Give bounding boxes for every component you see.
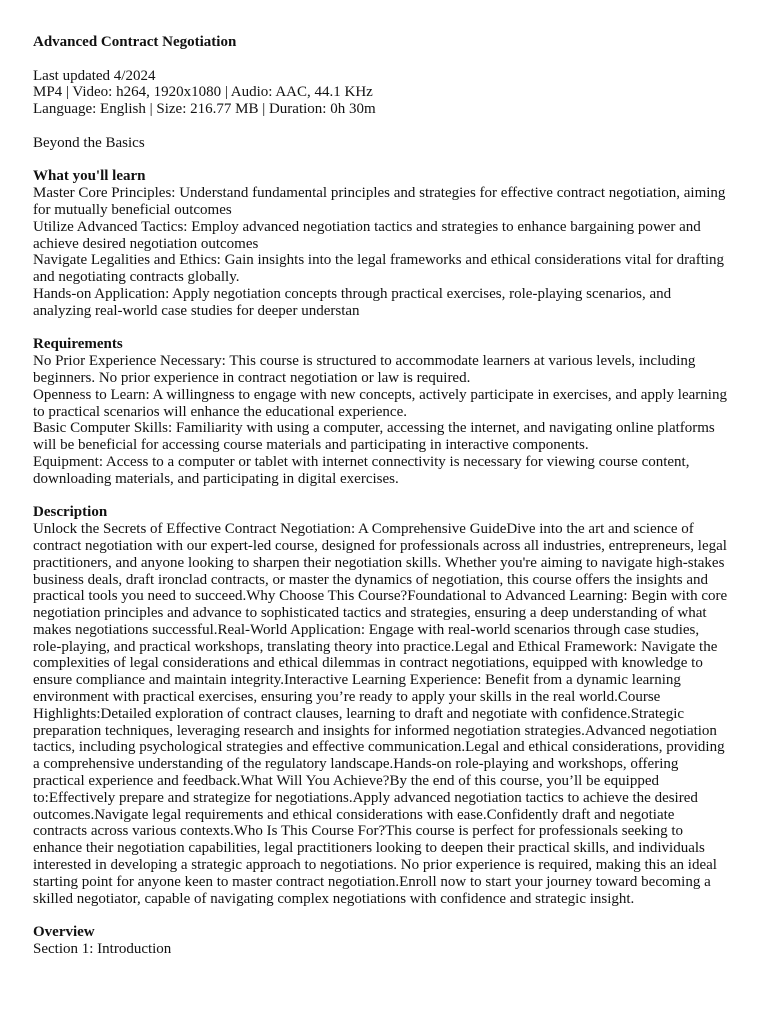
learn-heading: What you'll learn [33, 168, 146, 185]
description-text: Unlock the Secrets of Effective Contract Negotiation: A Comprehensive GuideDive into the art and science of contract negotiation with our expert-led course, designed for professionals across all industries, entrepreneurs, legal practitioners, and anyone looking to sharpen their negotiation skills. Whether you're aiming to navigate high-stakes business deals, draft ironclad contracts, or master the dynamics of negotiation, this course offers the insights and practical tools you need to succeed.Why Choose This Course?Foundational to Advanced Learning: Begin with core negotiation principles and advance to sophisticated tactics and strategies, ensuring a deep understanding of what makes negotiations successful.Real-World Application: Engage with real-world scenarios through case studies, role-playing, and practical workshops, translating theory into practice.Legal and Ethical Framework: Navigate the complexities of legal considerations and ethical dilemmas in contract negotiations, equipped with knowledge to ensure compliance and maintain integrity.Interactive Learning Experience: Benefit from a dynamic learning environment with practical exercises, ensuring you’re ready to apply your skills in the real world.Course Highlights:Detailed exploration of contract clauses, learning to draft and negotiate with confidence.Strategic preparation techniques, leveraging research and insights for informed negotiation strategies.Advanced negotiation tactics, including psychological strategies and effective communication.Legal and ethical considerations, providing a comprehensive understanding of the regulatory landscape.Hands-on role-playing and workshops, offering practical experience and feedback.What Will You Achieve?By the end of this course, you’ll be equipped to:Effectively prepare and strategize for negotiations.Apply advanced negotiation tactics to achieve the desired outcomes.Navigate legal requirements and ethical considerations with ease.Confidently draft and negotiate contracts across various contexts.Who Is This Course For?This course is perfect for professionals seeking to enhance their negotiation capabilities, legal practitioners looking to deepen their practical skills, and individuals interested in developing a strategic approach to negotiations. No prior experience is required, making this an ideal starting point for anyone keen to master contract negotiation.Enroll now to start your journey toward becoming a skilled negotiator, capable of navigating complex negotiations with confidence and strategic insight. [33, 521, 728, 907]
learn-item: Hands-on Application: Apply negotiation concepts through practical exercises, role-playing scenarios, and analyzing real-world case studies for deeper understan [33, 285, 672, 319]
subtitle: Beyond the Basics [33, 134, 145, 151]
overview-item: Section 1: Introduction [33, 941, 172, 958]
spacer [33, 152, 728, 169]
spacer [33, 907, 728, 924]
video-info: MP4 | Video: h264, 1920x1080 | Audio: AAC, 44.1 KHz [33, 84, 373, 101]
learn-item: Navigate Legalities and Ethics: Gain insights into the legal frameworks and ethical considerations vital for drafting and negotiating contracts globally. [33, 252, 725, 286]
last-updated: Last updated 4/2024 [33, 67, 156, 84]
spacer [33, 488, 728, 505]
spacer [33, 51, 728, 68]
page-title: Advanced Contract Negotiation [33, 34, 237, 50]
description-heading: Description [33, 504, 108, 521]
requirement-item: Openness to Learn: A willingness to engage with new concepts, actively participate in exercises, and apply learning to practical scenarios will enhance the educational experience. [33, 386, 727, 420]
language-info: Language: English | Size: 216.77 MB | Duration: 0h 30m [33, 101, 376, 118]
spacer [33, 118, 728, 135]
requirement-item: Basic Computer Skills: Familiarity with using a computer, accessing the internet, and navigating online platforms will be beneficial for accessing course materials and participating in interactive components. [33, 420, 715, 454]
spacer [33, 320, 728, 337]
learn-item: Utilize Advanced Tactics: Employ advanced negotiation tactics and strategies to enhance bargaining power and achieve desired negotiation outcomes [33, 218, 701, 252]
overview-heading: Overview [33, 924, 95, 941]
requirement-item: No Prior Experience Necessary: This course is structured to accommodate learners at various levels, including beginners. No prior experience in contract negotiation or law is required. [33, 353, 696, 386]
requirements-heading: Requirements [33, 336, 123, 353]
requirement-item: Equipment: Access to a computer or tablet with internet connectivity is necessary for viewing course content, downloading materials, and participating in digital exercises. [33, 453, 690, 487]
learn-item: Master Core Principles: Understand fundamental principles and strategies for effective contract negotiation, aiming for mutually beneficial outcomes [33, 185, 726, 218]
